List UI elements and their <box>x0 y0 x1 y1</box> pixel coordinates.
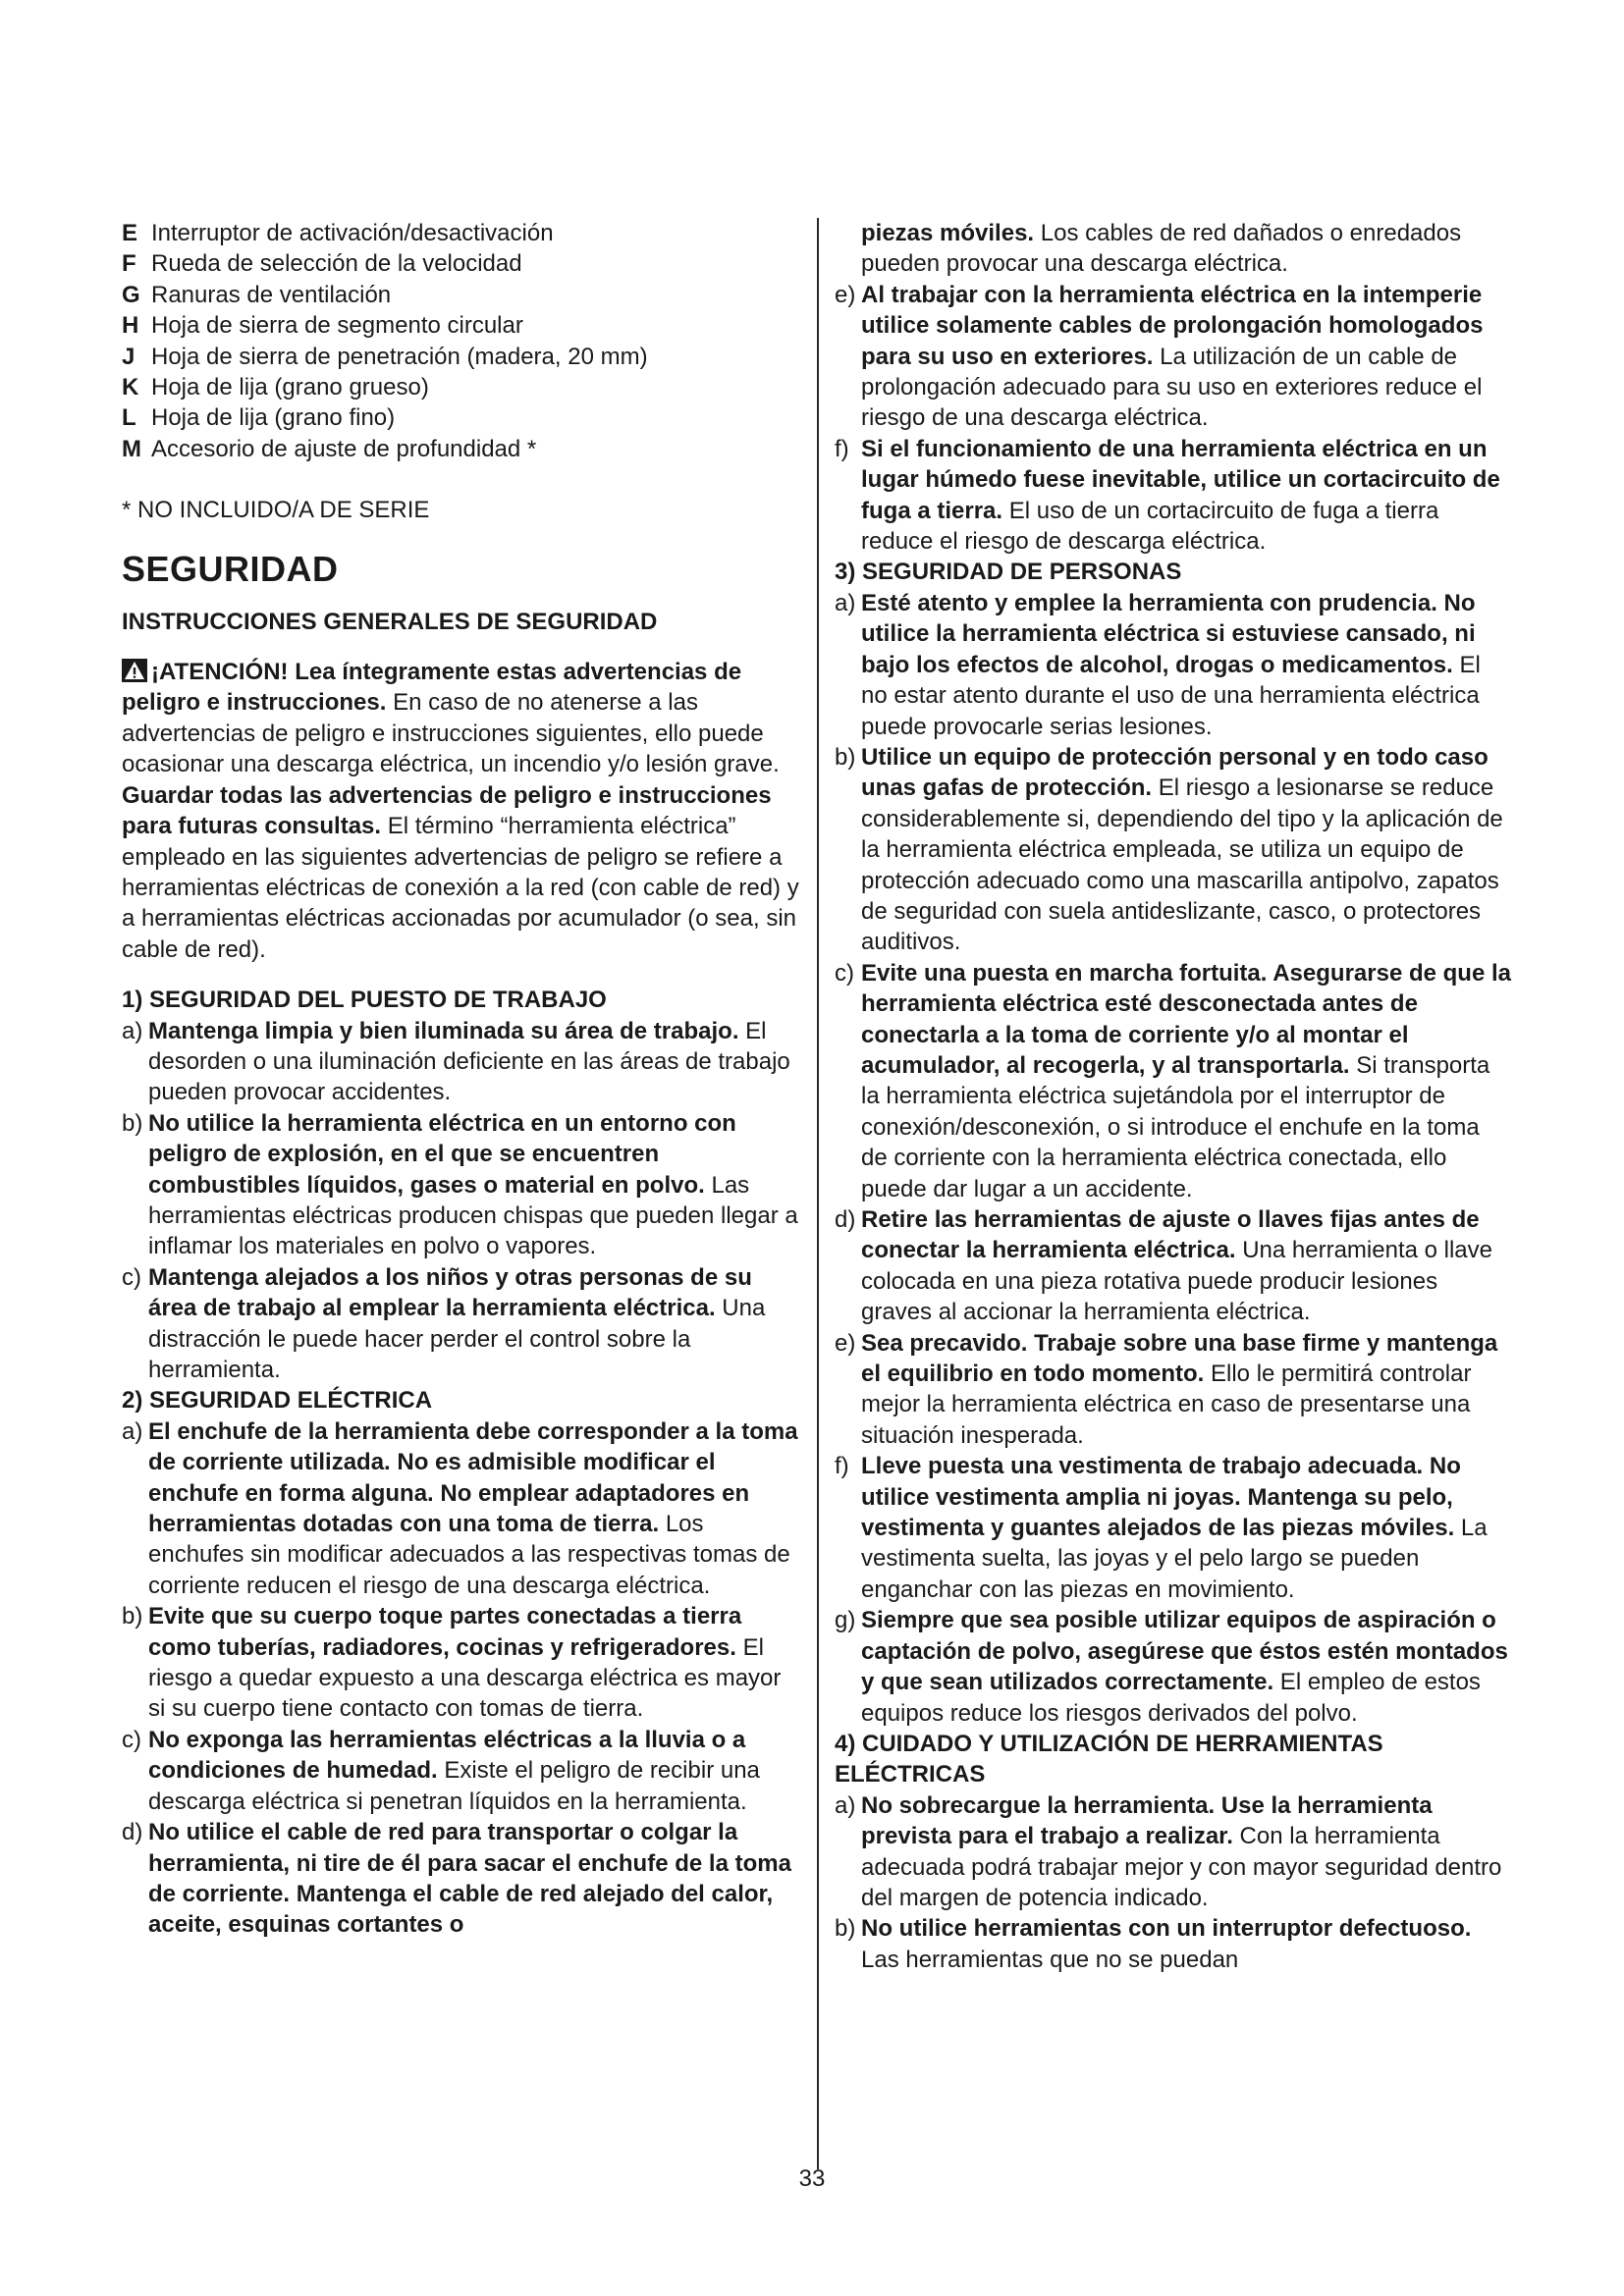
item-marker: e) <box>835 1329 856 1357</box>
legend-row <box>122 310 799 341</box>
legend-text: Ranuras de ventilación <box>151 281 392 308</box>
item-marker: d) <box>122 1819 143 1846</box>
item-marker: a) <box>835 1791 856 1819</box>
item-marker: a) <box>122 1017 143 1044</box>
left-column <box>122 218 799 1941</box>
item-marker: b) <box>835 1915 856 1943</box>
list-item <box>122 1601 799 1725</box>
item-text: Si el funcionamiento de una herramienta eléctrica en un lugar húmedo fuese inevitable, utilice un cortacircuito de fuga a tierra. El uso de un cortacircuito de fuga a tierra reduce el riesgo de descarga eléctrica. <box>861 435 1500 556</box>
item-marker: a) <box>835 589 856 616</box>
heading-workplace-safety: 1) SEGURIDAD DEL PUESTO DE TRABAJO <box>122 987 607 1014</box>
item-text: Evite que su cuerpo toque partes conectadas a tierra como tuberías, radiadores, cocinas y refrigeradores. El riesgo a quedar expuesto a una descarga eléctrica es mayor si su cuerpo tiene contacto con tomas de tierra. <box>148 1603 782 1723</box>
tool-care-list <box>835 1790 1512 1975</box>
item-text: Retire las herramientas de ajuste o llaves fijas antes de conectar la herramienta eléctrica. Una herramienta o llave colocada en una pieza rotativa puede producir lesiones graves al accionar la herramienta eléctrica. <box>861 1206 1492 1326</box>
item-text: Mantenga limpia y bien iluminada su área de trabajo. El desorden o una iluminación deficiente en las áreas de trabajo pueden provocar accidentes. <box>148 1017 790 1106</box>
heading-electrical-safety: 2) SEGURIDAD ELÉCTRICA <box>122 1387 433 1415</box>
section-title: SEGURIDAD <box>122 548 339 589</box>
list-item <box>122 1725 799 1817</box>
workplace-safety-list <box>122 1016 799 1386</box>
list-item <box>835 1790 1512 1914</box>
item-text: Sea precavido. Trabaje sobre una base firme y mantenga el equilibrio en todo momento. Ello le permitirá controlar mejor la herramienta eléctrica en caso de presentarse una situación inesperada. <box>861 1329 1498 1449</box>
item-marker: e) <box>835 281 856 308</box>
list-item <box>835 280 1512 434</box>
item-text: Lleve puesta una vestimenta de trabajo adecuada. No utilice vestimenta amplia ni joyas. Mantenga su pelo, vestimenta y guantes alejados de las piezas móviles. La vestimenta suelta, las joyas y el pelo largo se pueden enganchar con las piezas en movimiento. <box>861 1453 1488 1603</box>
legend-key: K <box>122 374 139 401</box>
item-marker: c) <box>122 1726 141 1753</box>
item-text: No utilice la herramienta eléctrica en un entorno con peligro de explosión, en el que se encuentren combustibles líquidos, gases o material en polvo. Las herramientas eléctricas producen chispas que pueden llegar a inflamar los materiales en polvo o vapores. <box>148 1109 798 1260</box>
note: * NO INCLUIDO/A DE SERIE <box>122 497 430 524</box>
warning-triangle-icon <box>122 659 147 682</box>
item-text: Evite una puesta en marcha fortuita. Asegurarse de que la herramienta eléctrica esté desconectada antes de conectarla a la toma de corriente y/o al montar el acumulador, al recogerla, y al transportarla. Si transporta la herramienta eléctrica sujetándola por el interruptor de conexión/desconexión, o si introduce el enchufe en la toma de corriente con la herramienta eléctrica conectada, ello puede dar lugar a un accidente. <box>861 959 1511 1202</box>
legend-text: Hoja de sierra de segmento circular <box>151 312 523 340</box>
legend-text: Interruptor de activación/desactivación <box>151 220 554 246</box>
parts-legend <box>122 218 799 464</box>
electrical-safety-list-continued <box>835 280 1512 558</box>
legend-row <box>122 280 799 310</box>
list-item <box>835 1605 1512 1729</box>
list-item <box>835 434 1512 558</box>
legend-text: Hoja de lija (grano grueso) <box>151 374 429 401</box>
list-item <box>122 1016 799 1108</box>
column-divider <box>817 218 819 2169</box>
list-item <box>122 1817 799 1941</box>
item-text: Siempre que sea posible utilizar equipos de aspiración o captación de polvo, asegúrese que éstos estén montados y que sean utilizados correctamente. El empleo de estos equipos reduce los riesgos derivados del polvo. <box>861 1607 1508 1727</box>
list-item <box>835 742 1512 958</box>
item-marker: d) <box>835 1206 856 1233</box>
item-text: No utilice el cable de red para transportar o colgar la herramienta, ni tire de él para sacar el enchufe de la toma de corriente. Mantenga el cable de red alejado del calor, aceite, esquinas cortantes o <box>148 1819 791 1939</box>
legend-row <box>122 342 799 372</box>
warning-bold-1: ¡ATENCIÓN! Lea íntegramente estas advertencias de peligro e instrucciones. <box>122 659 742 717</box>
list-item <box>835 1913 1512 1975</box>
item-text: El enchufe de la herramienta debe corresponder a la toma de corriente utilizada. No es admisible modificar el enchufe en forma alguna. No emplear adaptadores en herramientas dotadas con una toma de tierra. Los enchufes sin modificar adecuados a las respectivas tomas de corriente reducen el riesgo de una descarga eléctrica. <box>148 1417 798 1599</box>
warning-text-2: El término “herramienta eléctrica” empleado en las siguientes advertencias de peligro se refiere a herramientas eléctricas de conexión a la red (con cable de red) y a herramientas eléctricas accionadas por acumulador (o sea, sin cable de red). <box>122 813 799 963</box>
list-item <box>122 1416 799 1601</box>
item-marker: f) <box>835 1453 849 1480</box>
item-marker: g) <box>835 1607 856 1634</box>
item-text: Esté atento y emplee la herramienta con prudencia. No utilice la herramienta eléctrica si estuviese cansado, ni bajo los efectos de alcohol, drogas o medicamentos. El no estar atento durante el uso de una herramienta eléctrica puede provocarle serias lesiones. <box>861 589 1481 740</box>
legend-key: H <box>122 312 139 340</box>
legend-text: Hoja de lija (grano fino) <box>151 404 396 432</box>
item-marker: c) <box>122 1263 141 1291</box>
legend-key: J <box>122 343 135 370</box>
legend-text: Hoja de sierra de penetración (madera, 20 mm) <box>151 343 648 370</box>
list-item <box>835 1451 1512 1605</box>
legend-row <box>122 434 799 464</box>
item-text: No exponga las herramientas eléctricas a la lluvia o a condiciones de humedad. Existe el peligro de recibir una descarga eléctrica si penetran líquidos en la herramienta. <box>148 1726 760 1815</box>
legend-key: L <box>122 404 136 432</box>
list-item <box>835 1328 1512 1452</box>
legend-row <box>122 248 799 279</box>
legend-key: E <box>122 220 138 246</box>
list-item <box>122 1108 799 1262</box>
legend-key: G <box>122 281 140 308</box>
legend-key: F <box>122 250 136 278</box>
item-marker: b) <box>835 743 856 771</box>
warning-bold-2: Guardar todas las advertencias de peligro e instrucciones para futuras consultas. <box>122 781 772 840</box>
right-column <box>835 218 1512 1975</box>
heading-personal-safety: 3) SEGURIDAD DE PERSONAS <box>835 559 1182 586</box>
electrical-safety-list <box>122 1416 799 1941</box>
legend-text: Rueda de selección de la velocidad <box>151 250 522 278</box>
legend-text: Accesorio de ajuste de profundidad * <box>151 435 537 462</box>
item-text: Mantenga alejados a los niños y otras personas de su área de trabajo al emplear la herramienta eléctrica. Una distracción le puede hacer perder el control sobre la herramienta. <box>148 1263 766 1383</box>
legend-row <box>122 218 799 248</box>
item-marker: b) <box>122 1603 143 1630</box>
heading-tool-care: 4) CUIDADO Y UTILIZACIÓN DE HERRAMIENTAS ELÉCTRICAS <box>835 1730 1383 1789</box>
item-text: Al trabajar con la herramienta eléctrica en la intemperie utilice solamente cables de prolongación homologados para su uso en exteriores. La utilización de un cable de prolongación adecuado para su uso en exteriores reduce el riesgo de una descarga eléctrica. <box>861 281 1484 432</box>
page-number: 33 <box>798 2165 826 2192</box>
list-item <box>835 958 1512 1204</box>
list-item <box>122 1262 799 1386</box>
item-marker: c) <box>835 959 854 987</box>
legend-key: M <box>122 435 141 462</box>
list-item <box>835 1204 1512 1328</box>
item-marker: a) <box>122 1417 143 1445</box>
item-text: Utilice un equipo de protección personal y en todo caso unas gafas de protección. El riesgo a lesionarse se reduce considerablemente si, dependiendo del tipo y la aplicación de la herramienta eléctrica empleada, se utiliza un equipo de protección adecuado como una mascarilla antipolvo, zapatos de seguridad con suela antideslizante, casco, o protectores auditivos. <box>861 743 1503 956</box>
item-text: No utilice herramientas con un interruptor defectuoso. Las herramientas que no se puedan <box>861 1915 1472 1973</box>
legend-row <box>122 372 799 402</box>
item-marker: f) <box>835 435 849 462</box>
personal-safety-list <box>835 588 1512 1729</box>
item-text: No sobrecargue la herramienta. Use la herramienta prevista para el trabajo a realizar. Con la herramienta adecuada podrá trabajar mejor y con mayor seguridad dentro del margen de potencia indicado. <box>861 1791 1502 1911</box>
item-marker: b) <box>122 1109 143 1137</box>
list-item <box>835 588 1512 742</box>
warning-text-1: En caso de no atenerse a las advertencias de peligro e instrucciones siguientes, ello puede ocasionar una descarga eléctrica, un incendio y/o lesión grave. <box>122 689 780 778</box>
continued-item-text: piezas móviles. Los cables de red dañados o enredados pueden provocar una descarga eléctrica. <box>861 220 1462 278</box>
legend-row <box>122 402 799 433</box>
warning-paragraph <box>122 657 799 965</box>
section-subtitle: INSTRUCCIONES GENERALES DE SEGURIDAD <box>122 608 658 635</box>
